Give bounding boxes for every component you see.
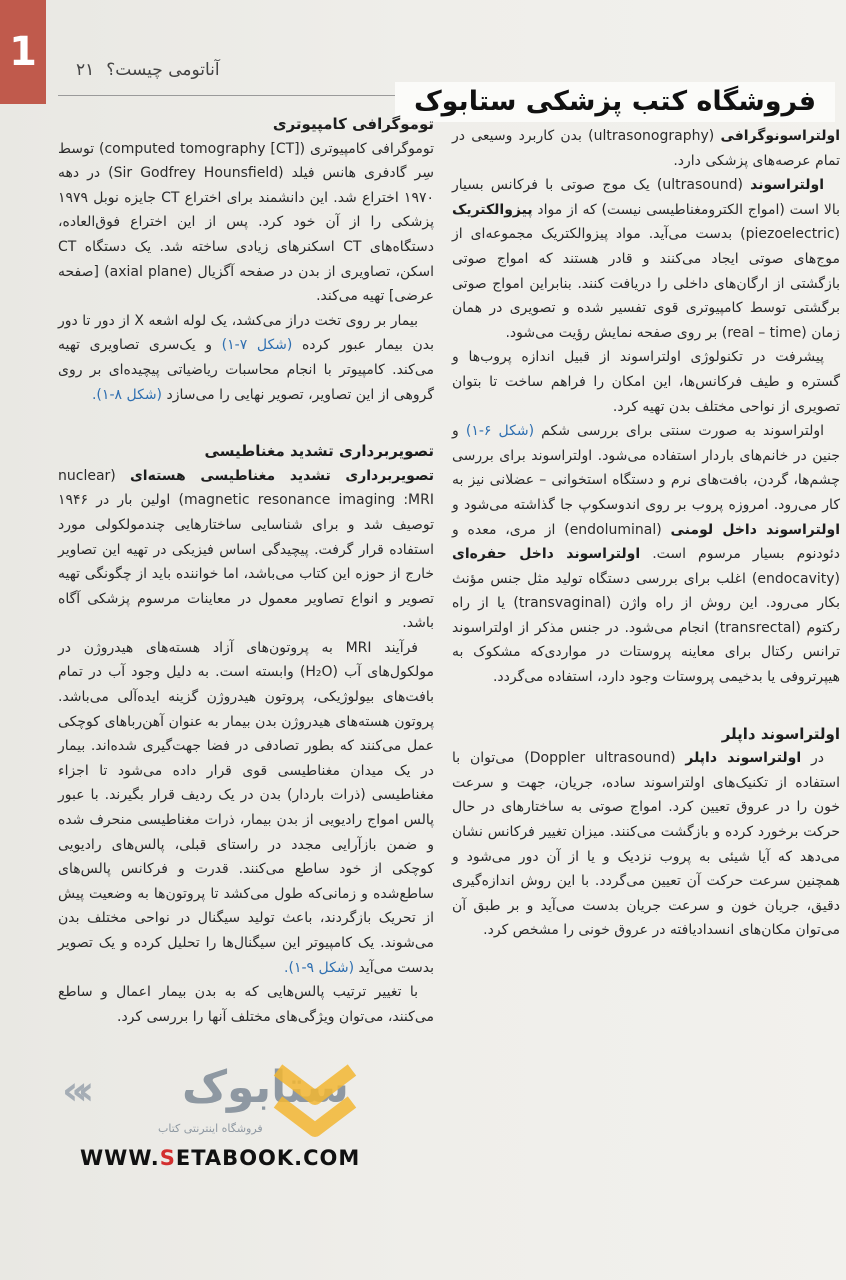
url-part-2: ETABOOK.COM	[175, 1146, 361, 1170]
piezoelectric-term: پیزوالکتریک	[452, 201, 533, 218]
us-p1-text: (ultrasonography) بدن کاربرد وسیعی در تمام عرصه‌های پزشکی دارد.	[452, 128, 840, 169]
figure-ref-1-7[interactable]: (شکل ۷-۱)	[221, 337, 293, 354]
left-column	[58, 112, 434, 1029]
running-header	[76, 60, 436, 80]
ultrasonography-term: اولتراسونوگرافی	[720, 128, 840, 144]
mri-paragraph-3: با تغییر ترتیب پالس‌هایی که به بدن بیمار اعمال و ساطع می‌کنند، می‌توان ویژگی‌های مختلف آنها را بررسی کرد.	[58, 984, 434, 1025]
us-paragraph-2	[452, 173, 840, 345]
us-paragraph-1	[452, 124, 840, 173]
store-banner: فروشگاه کتب پزشکی ستابوک	[395, 82, 835, 122]
mri-p1-text: (nuclear magnetic resonance imaging :MRI) اولین بار در ۱۹۴۶ توصیف شد و برای شناسایی ساختارهایی چندمولکولی مورد استفاده قرار گرفت. پیچیدگی اساس فیزیکی در تهیه این تصاویر خارج از حوزه این کتاب می‌باشد، اما خواننده باید از چگونگی تهیه تصویر و انواع تصاویر معمول در معاینات مرسوم پزشکی آگاه باشد.	[58, 467, 434, 632]
figure-ref-1-8[interactable]: (شکل ۸-۱).	[91, 386, 163, 403]
figure-ref-1-9[interactable]: (شکل ۹-۱).	[284, 959, 355, 976]
running-title: آناتومی چیست؟	[106, 60, 220, 80]
figure-ref-1-6[interactable]: (شکل ۶-۱)	[465, 423, 535, 440]
mri-p2-text: فرآیند MRI به پروتون‌های آزاد هسته‌های هیدروژن در مولکول‌های آب (H₂O) وابسته است. به دلیل وجود آب در تمام بافت‌های بیولوژیکی، پروتون هیدروژن گزینه ایده‌آلی می‌باشد. پروتون هسته‌های هیدروژن بدن بیمار به عنوان آهن‌رباهای کوچکی عمل می‌کنند که بطور تصادفی در فضا جهت‌گیری شده‌اند. بیمار در یک میدان مغناطیسی قوی قرار داده می‌شود تا اجزاء مغناطیسی (ذرات باردار) بدن در یک ردیف قرار بگیرند. با عبور پالس امواج رادیویی از بدن بیمار، ذرات مغناطیسی منحرف شده و ضمن بازآرایی مجدد در راستای قبلی، پالس‌های رادیویی کوچکی از خود ساطع می‌کنند. قدرت و فرکانس پالس‌های ساطع‌شده و زمانی‌که طول می‌کشد تا پروتون‌ها به وضعیت پیش از تحریک بازگردند، باعث تولید سیگنال در نواحی مختلف بدن می‌شوند. یک کامپیوتر این سیگنال‌ها را تحلیل کرده و یک تصویر بدست می‌آید	[58, 639, 434, 976]
mri-heading: تصویربرداری تشدید مغناطیسی	[204, 442, 434, 461]
us-p2-text-a: (ultrasound) یک موج صوتی با فرکانس بسیار بالا است (امواج الکترومغناطیسی نیست) که از مواد	[452, 177, 840, 218]
right-column	[452, 124, 840, 943]
mri-paragraph-2	[58, 636, 434, 980]
url-accent: S	[159, 1146, 176, 1170]
endoluminal-term: اولتراسوند داخل لومنی	[670, 521, 840, 538]
endocavity-term: اولتراسوند داخل حفره‌ای	[452, 546, 641, 563]
doppler-intro: در	[811, 750, 825, 767]
ct-paragraph-2	[58, 309, 434, 407]
url-part-1: WWW.	[80, 1146, 160, 1170]
ct-p2-text-b: و یک‌سری تصاویری تهیه می‌کند. کامپیوتر با انجام محاسبات ریاضیاتی پیچیده‌ای بر روی گروهی از این تصاویر، تصویر نهایی را می‌سازد	[58, 337, 434, 403]
chevron-down-icon	[270, 1060, 360, 1140]
us-p4-text-c: (endoluminal) از مری، معده و دئودنوم بسیار مرسوم است.	[452, 521, 840, 563]
ct-paragraph-1: توموگرافی کامپیوتری ([computed tomography [CT) توسط سِر گادفری هانس فیلد (Sir Godfrey Hounsfield) در دهه ۱۹۷۰ اختراع شد. این دانشمند برای اختراع CT جایزه نوبل ۱۹۷۹ پزشکی را از آن خود کرد. پس از این اختراع فوق‌العاده، دستگاه‌های CT اسکنرهای زیادی ساخته شد. یک دستگاه CT اسکن، تصاویری از بدن در صفحه آگزیال (axial plane) [صفحه عرضی] تهیه می‌کند.	[58, 140, 435, 305]
watermark-url	[80, 1146, 360, 1170]
chapter-number-tab: 1	[0, 0, 46, 104]
ct-heading: توموگرافی کامپیوتری	[272, 115, 434, 133]
header-rule	[58, 95, 453, 96]
watermark-subtitle: فروشگاه اینترنتی کتاب	[158, 1122, 263, 1135]
page-number: ۲۱	[76, 60, 95, 80]
mri-paragraph-1	[58, 464, 434, 636]
ct-p2-text-a: بیمار بر روی تخت دراز می‌کشد، یک لوله اشعه X از دور تا دور بدن بیمار عبور کرده	[58, 312, 435, 354]
us-paragraph-4	[452, 419, 840, 690]
double-chevron-icon: «‹	[62, 1068, 85, 1114]
doppler-heading: اولتراسوند داپلر	[721, 724, 840, 743]
doppler-text: (Doppler ultrasound) می‌توان با استفاده از تکنیک‌های اولتراسوند ساده، جریان، جهت و سرعت خون را در عروق تعیین کرد. امواج صوتی به ساختارهای در حال حرکت برخورد کرده و بازگشت می‌کنند. میزان تغییر فرکانس نشان می‌دهد که آیا شیئی به پروب نزدیک و یا از آن دور می‌شود و همچنین سرعت حرکت آن تعیین می‌گردد. با این روش اندازه‌گیری دقیق، جریان خون و سرعت جریان بدست می‌آید و بر طبق آن می‌توان مکان‌های انسدادیافته در عروق خونی را مشخص کرد.	[452, 750, 840, 939]
us-p4-text-a: اولتراسوند به صورت سنتی برای بررسی شکم	[541, 423, 824, 440]
watermark-logo-text: ستابوک	[182, 1062, 349, 1113]
doppler-term: اولتراسوند داپلر	[685, 750, 802, 767]
doppler-paragraph	[452, 746, 840, 943]
mri-term: تصویربرداری تشدید مغناطیسی هسته‌ای	[129, 467, 434, 484]
us-paragraph-3: پیشرفت در تکنولوژی اولتراسوند از قبیل اندازه پروب‌ها و گستره و طیف فرکانس‌ها، این امکان را فراهم ساخت تا بتوان تصویری از نواحی مختلف بدن تهیه کرد.	[452, 349, 840, 415]
us-p4-text-b: و جنین در خانم‌های باردار استفاده می‌شود. اولتراسوند برای بررسی چشم‌ها، گردن، بافت‌های نرم و دستگاه استخوانی – عضلانی نیز به کار می‌رود. امروزه پروب بر روی اندوسکوپ جا گذاشته می‌شود و	[452, 423, 840, 513]
us-p4-text-d: (endocavity) اغلب برای بررسی دستگاه تولید مثل جنس مؤنث بکار می‌رود. این روش از راه واژن (transvaginal) یا از راه رکتوم (transrectal) انجام می‌شود. در جنس مذکر از اولتراسوند ترانس رکتال برای معاینه پروستات در مواردی‌که مشکوک به هیپرتروفی یا بدخیمی پروستات وجود دارد، استفاده می‌گردد.	[452, 570, 840, 686]
us-p2-text-b: (piezoelectric) بدست می‌آید. مواد پیزوالکتریک مجموعه‌ای از موج‌های صوتی ایجاد می‌کنند و قادر هستند که امواج صوتی بازگشتی از ارگان‌های داخلی را دریافت کنند. بنابراین امواج صوتی برگشتی توسط کامپیوتری قوی تفسیر شده و تصویری در همان زمان (real – time) بر روی صفحه نمایش رؤیت می‌شود.	[452, 226, 840, 341]
ultrasound-term: اولتراسوند	[750, 177, 825, 194]
